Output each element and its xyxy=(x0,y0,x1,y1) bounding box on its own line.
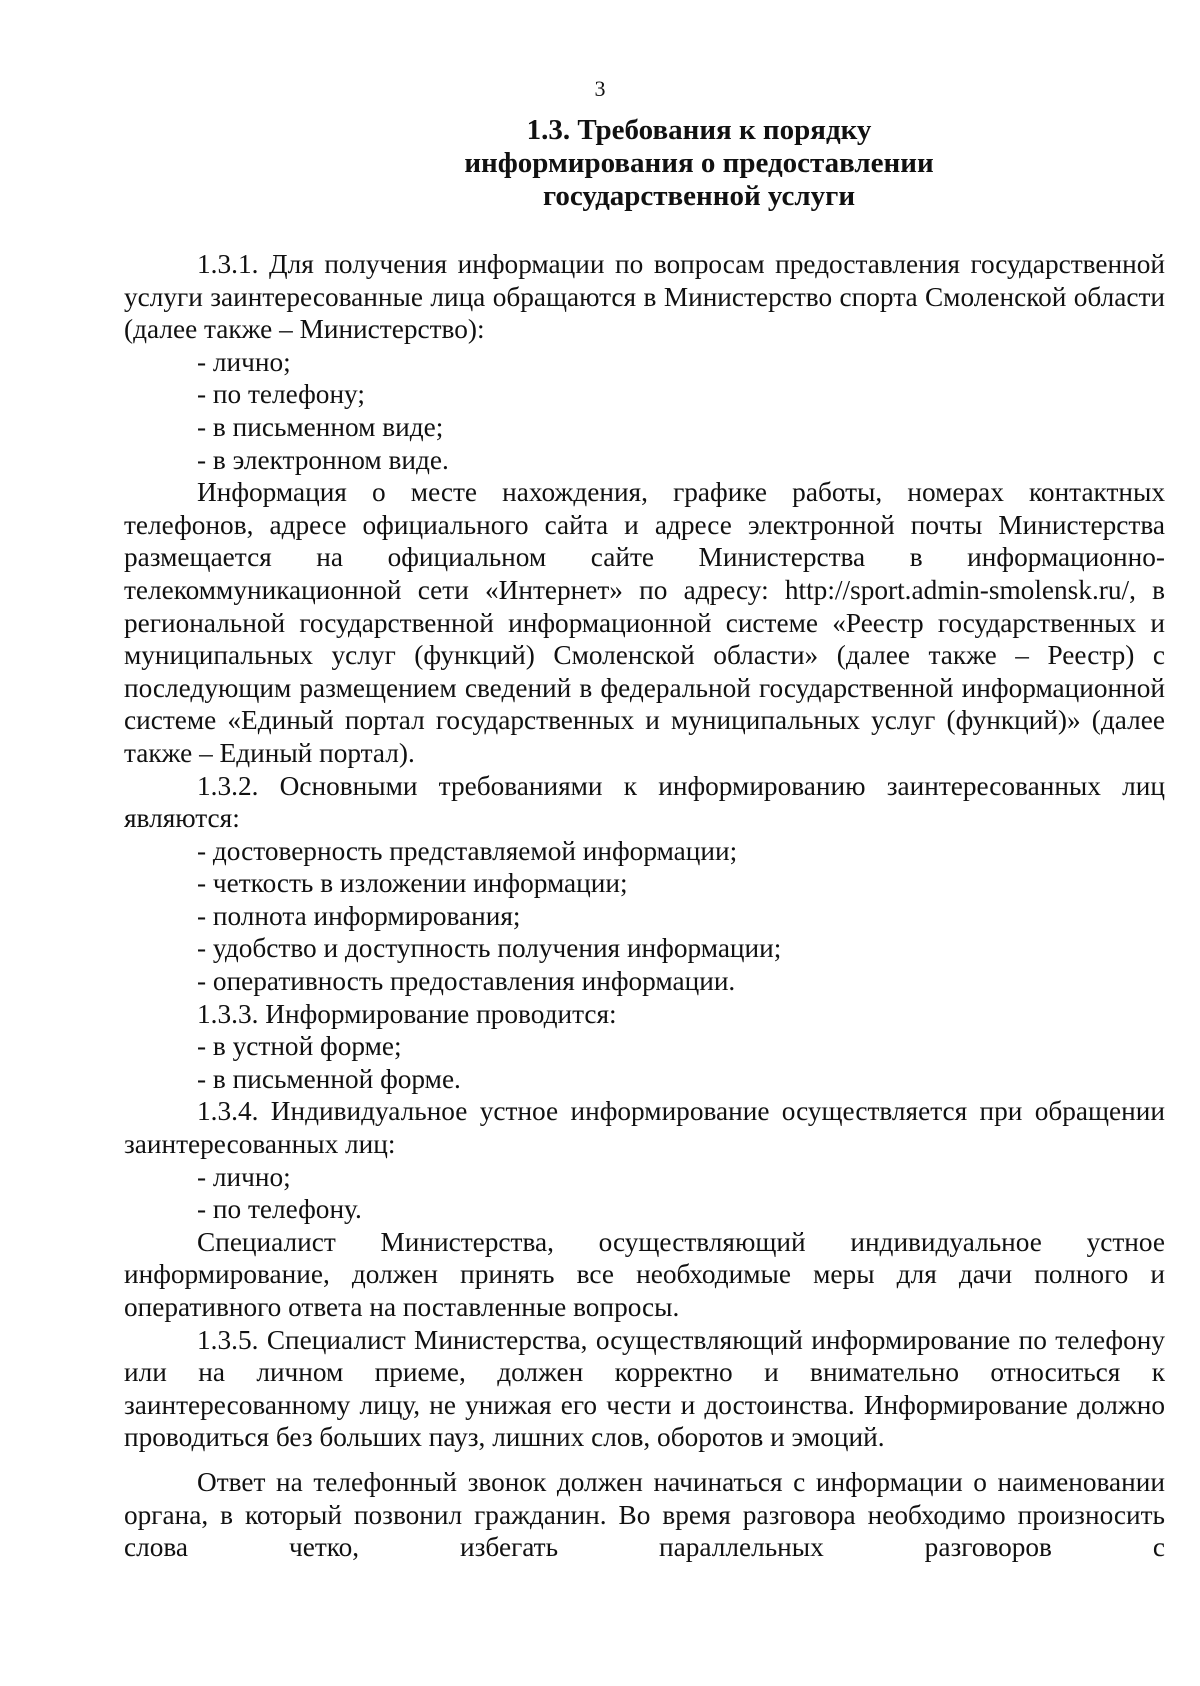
list-item: - в устной форме; xyxy=(197,1031,402,1062)
paragraph-1-3-2: 1.3.2. Основными требованиями к информированию заинтересованных лиц являются: xyxy=(124,770,1165,834)
paragraph-1-3-4: 1.3.4. Индивидуальное устное информирование осуществляется при обращении заинтересованных лиц: xyxy=(124,1096,1165,1160)
list-item: - по телефону; xyxy=(197,379,365,410)
paragraph-contact-info: Информация о месте нахождения, графике работы, номерах контактных телефонов, адресе официального сайта и адресе электронной почты Министерства размещается на официальном сайте Министерства в информационно-телекоммуникационной сети «Интернет» по адресу: http://sport.admin-smolensk.ru/, в региональной государственной информационной системе «Реестр государственных и муниципальных услуг (функций) Смоленской области» (далее также – Реестр) с последующим размещением сведений в федеральной государственной информационной системе «Единый портал государственных и муниципальных услуг (функций)» (далее также – Единый портал). xyxy=(124,477,1165,768)
heading-line-3: государственной услуги xyxy=(542,180,856,212)
paragraph-phone-answer: Ответ на телефонный звонок должен начинаться с информации о наименовании органа, в который позвонил гражданин. Во время разговора необходимо произносить слова четко, избегать параллельных разговоров с xyxy=(124,1466,1165,1563)
list-item: - по телефону. xyxy=(197,1194,362,1225)
paragraph-1-3-5: 1.3.5. Специалист Министерства, осуществляющий информирование по телефону или на личном приеме, должен корректно и внимательно относиться к заинтересованному лицу, не унижая его чести и достоинства. Информирование должно проводиться без больших пауз, лишних слов, оборотов и эмоций. xyxy=(124,1324,1165,1453)
list-item: - в письменной форме. xyxy=(197,1063,461,1094)
paragraph-1-3-1: 1.3.1. Для получения информации по вопросам предоставления государственной услуги заинтересованные лица обращаются в Министерство спорта Смоленской области (далее также – Министерство): xyxy=(124,249,1165,345)
paragraph-specialist: Специалист Министерства, осуществляющий индивидуальное устное информирование, должен принять все необходимые меры для дачи полного и оперативного ответа на поставленные вопросы. xyxy=(124,1226,1165,1322)
list-item: - полнота информирования; xyxy=(197,900,521,931)
list-item: - четкость в изложении информации; xyxy=(197,868,628,899)
list-item: - достоверность представляемой информации; xyxy=(197,835,738,866)
list-item: - в письменном виде; xyxy=(197,411,444,442)
heading-line-2: информирования о предоставлении xyxy=(464,147,934,179)
list-item: - в электронном виде. xyxy=(197,444,449,475)
list-item: - оперативность предоставления информации. xyxy=(197,966,736,997)
document-body xyxy=(124,248,1165,1564)
page-number: 3 xyxy=(594,76,606,101)
heading-line-1: 1.3. Требования к порядку xyxy=(526,114,872,146)
list-item: - лично; xyxy=(197,346,291,377)
section-heading xyxy=(124,114,1200,213)
paragraph-1-3-3: 1.3.3. Информирование проводится: xyxy=(197,998,617,1029)
list-item: - лично; xyxy=(197,1161,291,1192)
list-item: - удобство и доступность получения информации; xyxy=(197,933,782,964)
paragraph-gap xyxy=(124,1454,1165,1466)
